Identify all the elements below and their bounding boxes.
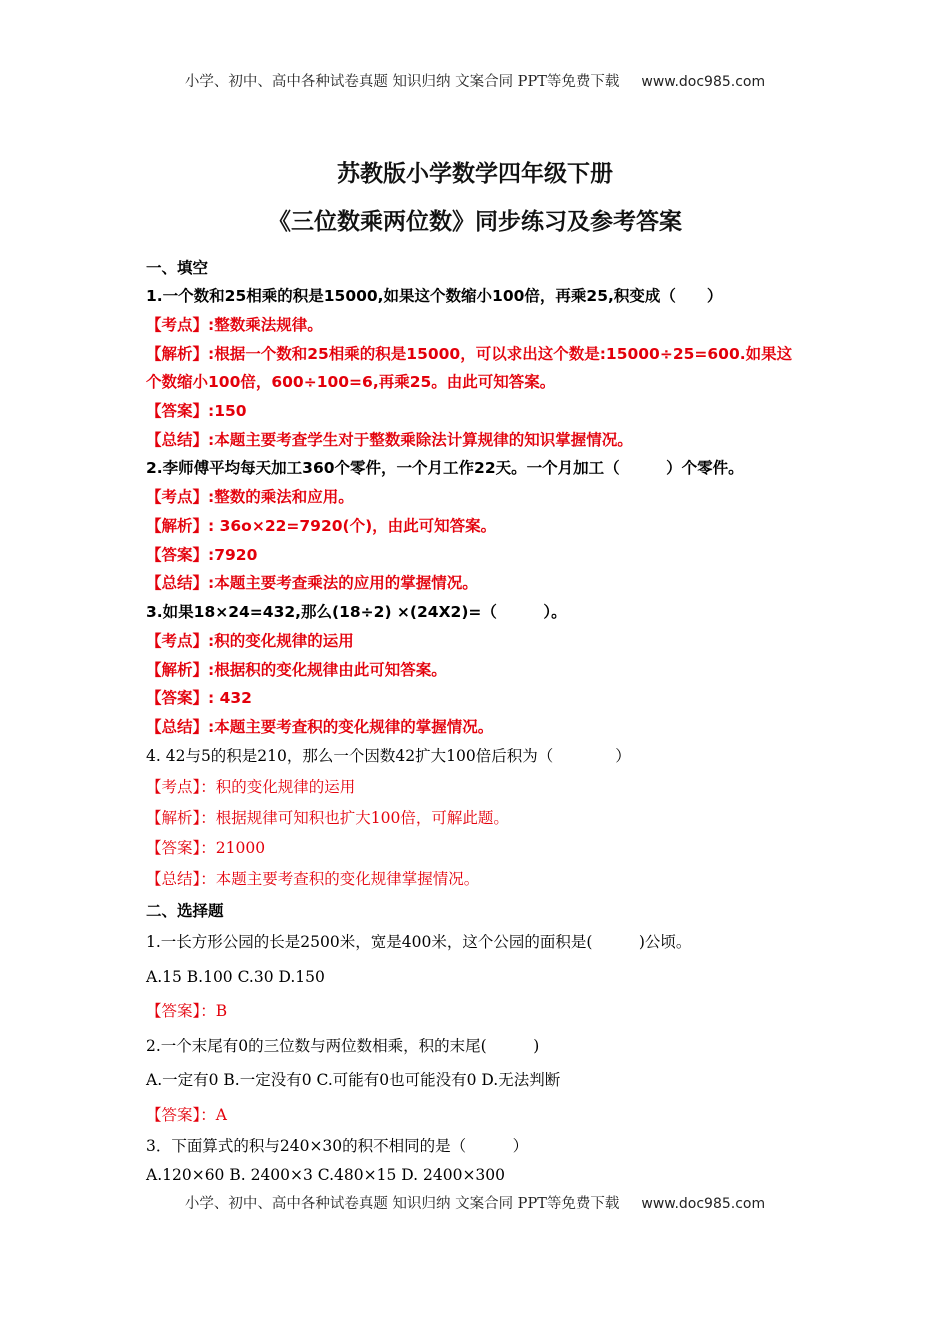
section-heading-fill: 一、填空 xyxy=(146,259,209,277)
footer-text: 小学、初中、高中各种试卷真题 知识归纳 文案合同 PPT等免费下载 xyxy=(184,1196,620,1212)
choice-options-3: A.120×60 B. 2400×3 C.480×15 D. 2400×300 xyxy=(146,1166,506,1184)
question-1-3: 3.如果18×24=432,那么(18÷2) ×(24X2)=（ ）。 xyxy=(146,603,567,621)
kaodian-label: 【考点】 xyxy=(146,632,209,650)
q3-daan xyxy=(146,687,816,709)
choice-question-3: 3．下面算式的积与240×30的积不相同的是（ ） xyxy=(146,1137,529,1155)
zongjie-label: 【总结】 xyxy=(146,574,209,592)
kaodian-label: 【考点】 xyxy=(146,316,209,334)
daan-text: :7920 xyxy=(208,546,258,564)
choice-options-1: A.15 B.100 C.30 D.150 xyxy=(146,968,325,986)
daan-label: 【答案】 xyxy=(146,689,209,707)
page-header xyxy=(0,70,950,91)
choice-answer-2: 【答案】：A xyxy=(146,1106,227,1124)
q2-zongjie xyxy=(146,572,816,594)
q1-jiexi xyxy=(146,343,816,365)
q1-jiexi-cont: 个数缩小100倍，600÷100=6,再乘25。由此可知答案。 xyxy=(146,373,556,391)
daan-label: 【答案】 xyxy=(146,546,209,564)
zongjie-label: 【总结】 xyxy=(146,718,209,736)
q2-kaodian xyxy=(146,486,816,508)
question-1-4: 4. 42与5的积是210，那么一个因数42扩大100倍后积为（ ） xyxy=(146,747,631,765)
q4-kaodian: 【考点】：积的变化规律的运用 xyxy=(146,778,356,796)
q4-zongjie: 【总结】：本题主要考查积的变化规律掌握情况。 xyxy=(146,870,480,888)
q3-zongjie xyxy=(146,716,816,738)
jiexi-label: 【解析】 xyxy=(146,345,209,363)
choice-question-1: 1.一长方形公园的长是2500米，宽是400米，这个公园的面积是( )公顷。 xyxy=(146,933,692,951)
jiexi-label: 【解析】 xyxy=(146,661,209,679)
zongjie-text: :本题主要考查学生对于整数乘除法计算规律的知识掌握情况。 xyxy=(208,431,633,449)
daan-text: :150 xyxy=(208,402,247,420)
kaodian-label: 【考点】 xyxy=(146,488,209,506)
kaodian-text: :积的变化规律的运用 xyxy=(208,632,354,650)
question-1-1: 1.一个数和25相乘的积是15000,如果这个数缩小100倍，再乘25,积变成（ ） xyxy=(146,287,723,305)
q1-kaodian xyxy=(146,314,816,336)
jiexi-label: 【解析】 xyxy=(146,517,209,535)
document-title: 苏教版小学数学四年级下册 xyxy=(337,161,613,187)
choice-question-2: 2.一个末尾有0的三位数与两位数相乘，积的末尾( ) xyxy=(146,1037,540,1055)
q1-daan xyxy=(146,400,816,422)
zongjie-label: 【总结】 xyxy=(146,431,209,449)
q1-zongjie xyxy=(146,429,816,451)
kaodian-text: :整数乘法规律。 xyxy=(208,316,323,334)
daan-text: : 432 xyxy=(208,689,252,707)
jiexi-text: : 36o×22=7920(个)，由此可知答案。 xyxy=(208,517,497,535)
q2-daan xyxy=(146,544,816,566)
header-site[interactable]: www.doc985.com xyxy=(641,74,766,90)
question-1-2: 2.李师傅平均每天加工360个零件，一个月工作22天。一个月加工（ ）个零件。 xyxy=(146,459,744,477)
q3-jiexi xyxy=(146,659,816,681)
q4-daan: 【答案】：21000 xyxy=(146,839,266,857)
zongjie-text: :本题主要考查积的变化规律的掌握情况。 xyxy=(208,718,494,736)
section-heading-choice: 二、选择题 xyxy=(146,902,224,920)
daan-label: 【答案】 xyxy=(146,402,209,420)
q3-kaodian xyxy=(146,630,816,652)
choice-answer-1: 【答案】：B xyxy=(146,1002,228,1020)
page-footer xyxy=(0,1192,950,1213)
footer-site[interactable]: www.doc985.com xyxy=(641,1196,766,1212)
zongjie-text: :本题主要考查乘法的应用的掌握情况。 xyxy=(208,574,478,592)
header-text: 小学、初中、高中各种试卷真题 知识归纳 文案合同 PPT等免费下载 xyxy=(184,74,620,90)
q2-jiexi xyxy=(146,515,816,537)
jiexi-text: :根据积的变化规律由此可知答案。 xyxy=(208,661,447,679)
document-subtitle: 《三位数乘两位数》同步练习及参考答案 xyxy=(268,209,682,235)
jiexi-text: :根据一个数和25相乘的积是15000，可以求出这个数是:15000÷25=600.如果这 xyxy=(208,345,793,363)
choice-options-2: A.一定有0 B.一定没有0 C.可能有0也可能没有0 D.无法判断 xyxy=(146,1071,561,1089)
q4-jiexi: 【解析】：根据规律可知积也扩大100倍，可解此题。 xyxy=(146,809,509,827)
kaodian-text: :整数的乘法和应用。 xyxy=(208,488,354,506)
